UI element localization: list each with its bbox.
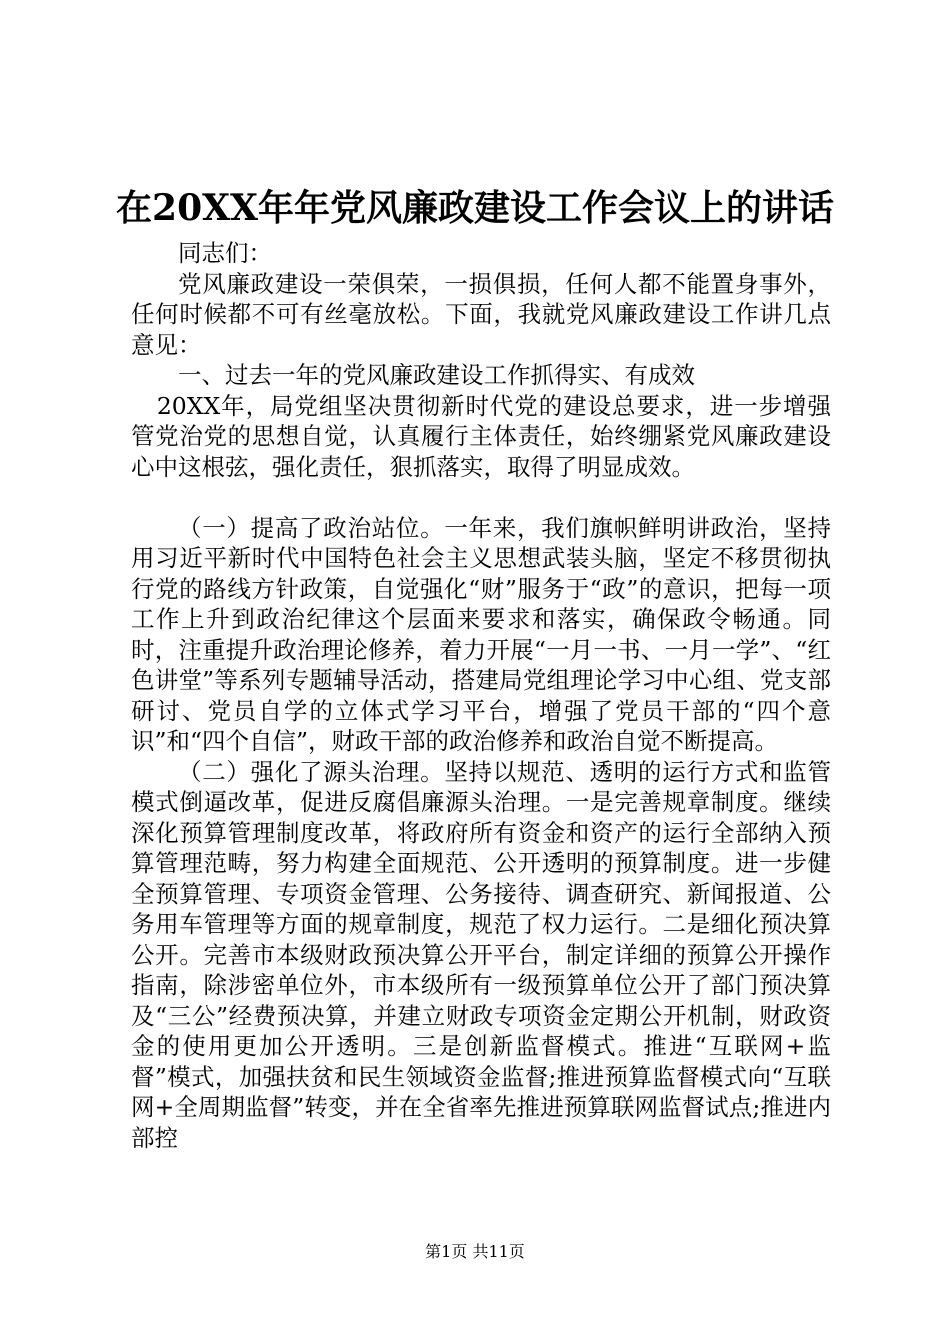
subsection-political-paragraph: （一）提高了政治站位。一年来，我们旗帜鲜明讲政治，坚持用习近平新时代中国特色社会主义思想武装头脑，坚定不移贯彻执行党的路线方针政策，自觉强化“财”服务于“政”的意识，把每一项工作上升到政治纪律这个层面来要求和落实，确保政令畅通。同时，注重提升政治理论修养，着力开展“一月一书、一月一学”、“红色讲堂”等系列专题辅导活动，搭建局党组理论学习中心组、党支部研讨、党员自学的立体式学习平台，增强了党员干部的“四个意识”和“四个自信”，财政干部的政治修养和政治自觉不断提高。 <box>131 513 831 755</box>
summary-paragraph: 20XX年，局党组坚决贯彻新时代党的建设总要求，进一步增强管党治党的思想自觉，认真履行主体责任，始终绷紧党风廉政建设心中这根弦，强化责任，狠抓落实，取得了明显成效。 <box>131 391 831 481</box>
intro-paragraph: 党风廉政建设一荣俱荣，一损俱损，任何人都不能置身事外，任何时候都不可有丝毫放松。下面，我就党风廉政建设工作讲几点意见： <box>131 269 831 359</box>
section-heading: 一、过去一年的党风廉政建设工作抓得实、有成效 <box>178 361 695 389</box>
document-body <box>131 238 831 1153</box>
salutation-paragraph: 同志们： <box>178 239 272 267</box>
paragraph-spacer <box>131 482 831 513</box>
page-footer: 第1页 共11页 <box>425 1242 525 1261</box>
document-title: 在20XX年年党风廉政建设工作会议上的讲话 <box>116 187 834 229</box>
subsection-governance-paragraph: （二）强化了源头治理。坚持以规范、透明的运行方式和监管模式倒逼改革，促进反腐倡廉源头治理。一是完善规章制度。继续深化预算管理制度改革，将政府所有资金和资产的运行全部纳入预算管理范畴，努力构建全面规范、公开透明的预算制度。进一步健全预算管理、专项资金管理、公务接待、调查研究、新闻报道、公务用车管理等方面的规章制度，规范了权力运行。二是细化预决算公开。完善市本级财政预决算公开平台，制定详细的预算公开操作指南，除涉密单位外，市本级所有一级预算单位公开了部门预决算及“三公”经费预决算，并建立财政专项资金定期公开机制，财政资金的使用更加公开透明。三是创新监督模式。推进“互联网+监督”模式，加强扶贫和民生领域资金监督;推进预算监督模式向“互联网+全周期监督”转变，并在全省率先推进预算联网监督试点;推进内部控 <box>131 757 831 1152</box>
